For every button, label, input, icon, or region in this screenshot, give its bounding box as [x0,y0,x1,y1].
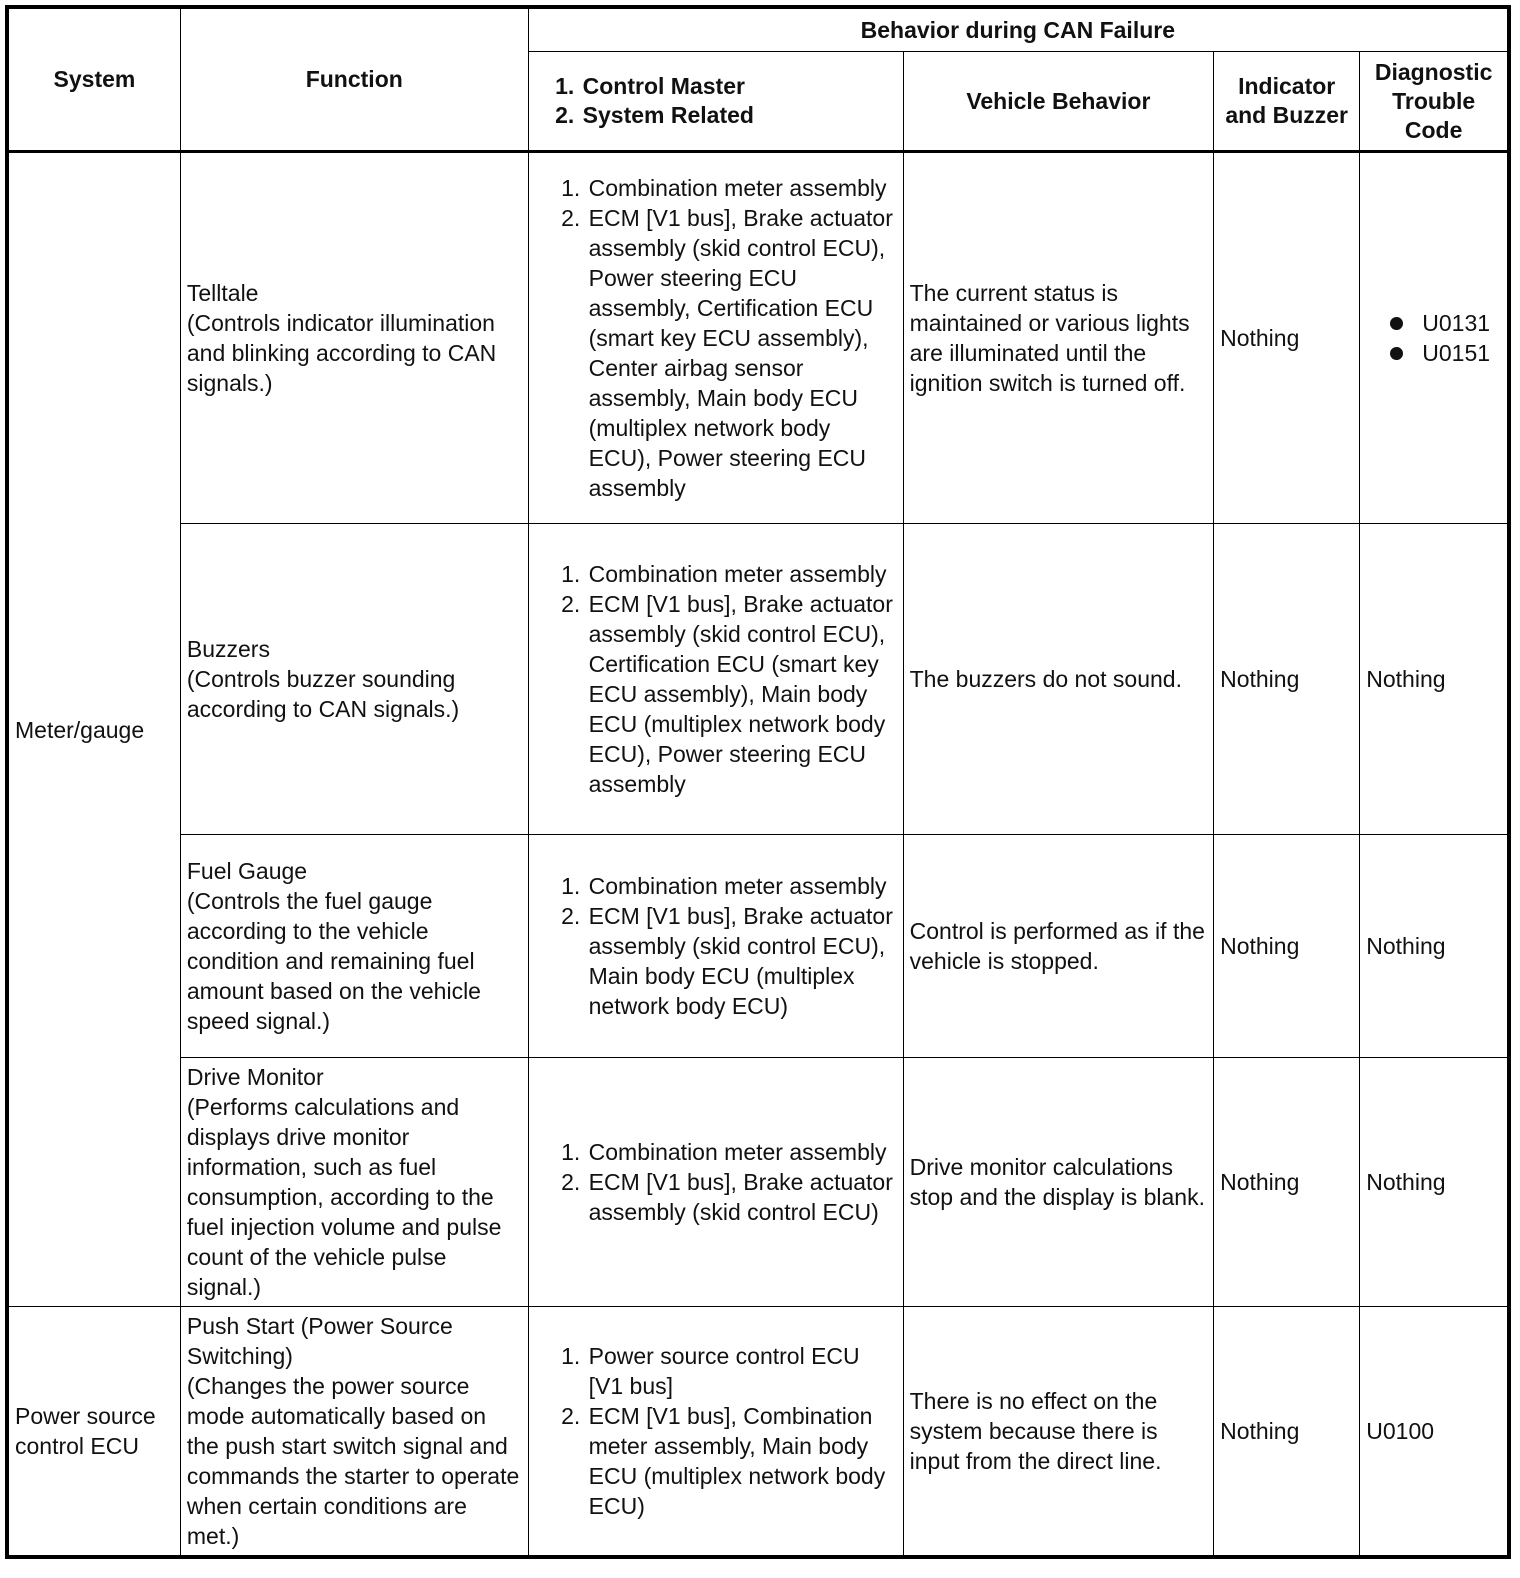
dtc-cell: U0100 [1360,1307,1509,1558]
vehicle-behavior-cell: There is no effect on the system because there is input from the direct line. [903,1307,1213,1558]
control-cell [528,152,903,524]
bullet-icon [1390,347,1403,360]
function-cell [180,835,528,1058]
function-desc: (Performs calculations and displays drive monitor information, such as fuel consumption, according to the fuel injection volume and pulse count of the vehicle pulse signal.) [186,1094,502,1300]
control-cell [528,524,903,835]
control-cell [528,1058,903,1307]
function-title: Buzzers [186,636,270,662]
vehicle-behavior-cell: The current status is maintained or various lights are illuminated until the ignition switch is turned off. [903,152,1213,524]
header-control-master-item: 1. Control Master [581,72,897,101]
header-function: Function [180,7,528,152]
indicator-cell: Nothing [1214,152,1360,524]
function-desc: (Controls the fuel gauge according to the vehicle condition and remaining fuel amount based on the vehicle speed signal.) [186,888,481,1034]
function-title: Drive Monitor [186,1064,324,1090]
dtc-cell [1360,152,1509,524]
can-failure-table [5,5,1511,1559]
header-behavior-group: Behavior during CAN Failure [528,7,1509,52]
indicator-cell: Nothing [1214,835,1360,1058]
control-item: 1. Combination meter assembly [587,173,897,203]
control-item: 2. ECM [V1 bus], Brake actuator assembly (skid control ECU), Main body ECU (multiplex network body ECU) [587,901,897,1021]
function-title: Push Start (Power Source Switching) [186,1313,453,1369]
function-title: Telltale [186,280,259,306]
system-cell-power-source: Power source control ECU [7,1307,180,1558]
control-item: 2. ECM [V1 bus], Brake actuator assembly (skid control ECU), Power steering ECU assembly, Certification ECU (smart key ECU assembly), Center airbag sensor assembly, Main body ECU (multiplex network body ECU), Power steering ECU assembly [587,203,897,503]
vehicle-behavior-cell: The buzzers do not sound. [903,524,1213,835]
header-dtc: Diagnostic Trouble Code [1360,52,1509,152]
function-title: Fuel Gauge [186,858,308,884]
dtc-code: U0151 [1422,340,1491,366]
table-row [7,1307,1509,1558]
control-item: 2. ECM [V1 bus], Brake actuator assembly (skid control ECU), Certification ECU (smart key ECU assembly), Main body ECU (multiplex network body ECU), Power steering ECU assembly [587,589,897,799]
table-row [7,524,1509,835]
dtc-cell: Nothing [1360,835,1509,1058]
indicator-cell: Nothing [1214,1307,1360,1558]
table-row [7,1058,1509,1307]
control-item: 1. Combination meter assembly [587,559,897,589]
function-cell [180,1058,528,1307]
control-item: 1. Combination meter assembly [587,1137,897,1167]
function-cell [180,1307,528,1558]
control-cell [528,1307,903,1558]
dtc-cell: Nothing [1360,524,1509,835]
function-desc: (Changes the power source mode automatically based on the push start switch signal and commands the starter to operate when certain conditions are met.) [186,1373,520,1549]
vehicle-behavior-cell: Control is performed as if the vehicle is stopped. [903,835,1213,1058]
header-vehicle-behavior: Vehicle Behavior [903,52,1213,152]
control-cell [528,835,903,1058]
dtc-code: U0131 [1422,310,1491,336]
vehicle-behavior-cell: Drive monitor calculations stop and the display is blank. [903,1058,1213,1307]
indicator-cell: Nothing [1214,524,1360,835]
table-row [7,835,1509,1058]
header-control-master [528,52,903,152]
control-item: 2. ECM [V1 bus], Combination meter assembly, Main body ECU (multiplex network body ECU) [587,1401,897,1521]
dtc-item [1388,308,1501,338]
header-system: System [7,7,180,152]
function-cell [180,524,528,835]
function-cell [180,152,528,524]
header-indicator-buzzer: Indicator and Buzzer [1214,52,1360,152]
dtc-item [1388,338,1501,368]
indicator-cell: Nothing [1214,1058,1360,1307]
header-system-related-item: 2. System Related [581,101,897,130]
table-row [7,152,1509,524]
dtc-cell: Nothing [1360,1058,1509,1307]
bullet-icon [1390,317,1403,330]
control-item: 2. ECM [V1 bus], Brake actuator assembly (skid control ECU) [587,1167,897,1227]
function-desc: (Controls indicator illumination and blinking according to CAN signals.) [186,310,497,396]
control-item: 1. Power source control ECU [V1 bus] [587,1341,897,1401]
function-desc: (Controls buzzer sounding according to CAN signals.) [186,666,460,722]
control-item: 1. Combination meter assembly [587,871,897,901]
system-cell-meter-gauge: Meter/gauge [7,152,180,1307]
